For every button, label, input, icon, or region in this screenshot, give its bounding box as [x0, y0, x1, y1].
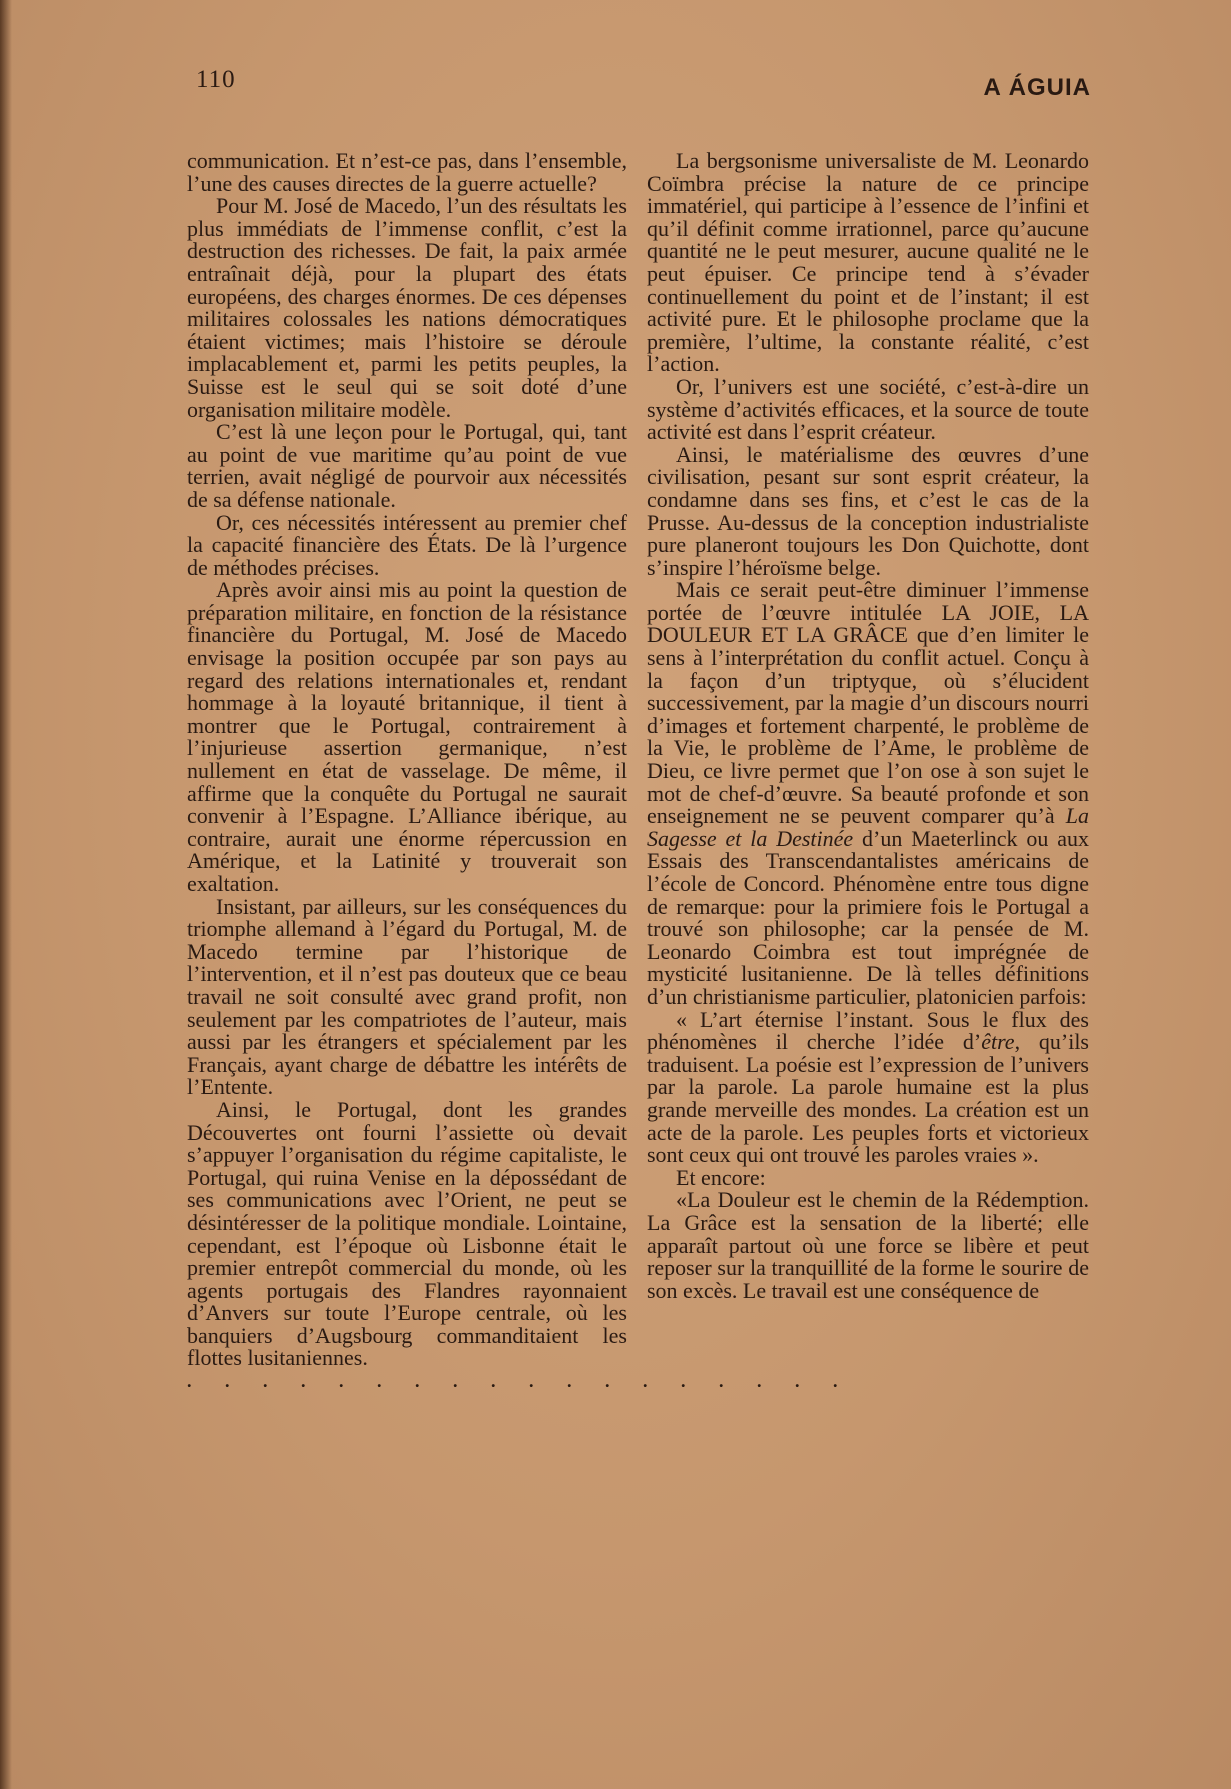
paragraph: Après avoir ainsi mis au point la question de préparation militaire, en fonction de la résistance financière du Portugal, M. José de Macedo envisage la position occupée par son pays au regard des relations internationales et, rendant hommage à la loyauté britannique, il tient à montrer que le Portugal, contrairement à l’injurieuse assertion germanique, n’est nullement en état de vasselage. De même, il affirme que la conquête du Portugal ne saurait convenir à l’Espagne. L’Alliance ibérique, au contraire, aurait une énorme répercussion en Amérique, et la Latinité y trouverait son exaltation.	[187, 577, 627, 896]
paragraph: Insistant, par ailleurs, sur les conséquences du triomphe allemand à l’égard du Portugal, M. de Macedo termine par l’historique de l’intervention, et il n’est pas douteux que ce beau travail ne soit consulté avec grand profit, non seulement par les compatriotes de l’auteur, mais aussi par les étrangers et spécialement par les Français, ayant charge de débattre les intérêts de l’Entente.	[187, 893, 627, 1100]
paragraph: Ainsi, le Portugal, dont les grandes Découvertes ont fourni l’assiette où devait s’appuyer l’organisation du régime capitaliste, le Portugal, qui ruina Venise en la dépossédant de ses communications avec l’Orient, ne peut se désintéresser de la politique mondiale. Lointaine, cependant, est l’époque où Lisbonne était le premier entrepôt commercial du monde, où les agents portugais des Flandres rayonnaient d’Anvers sur toute l’Europe centrale, où les banquiers d’Augsbourg commanditaient les flottes lusitaniennes.	[187, 1096, 627, 1371]
page-edge-shadow	[0, 0, 12, 1789]
text-run: « L’art éternise l’instant. Sous le flux des phénomènes il cherche l’idée d’	[647, 1006, 1089, 1055]
paragraph: Pour M. José de Macedo, l’un des résultats les plus immédiats de l’immense conflit, c’est la destruction des richesses. De fait, la paix armée entraînait déjà, pour la plupart des états européens, des charges énormes. De ces dépenses militaires colossales les nations démocratiques étaient victimes; mais l’histoire se déroule implacablement et, parmi les petits peuples, la Suisse est le seul qui se soit doté d’une organisation militaire modèle.	[187, 193, 627, 422]
book-title: La Sagesse et la Destinée	[647, 803, 1089, 851]
text-run: d’un Maeterlinck ou aux Essais des Transcendantalistes américains de l’école de Concord. Phénomène entre tous digne de remarque: pour la primiere fois le Portugal a trouvé son philosophe; car la pensée de M. Leonardo Coimbra est tout imprégnée de mysticité lusitanienne. De là telles définitions d’un christianisme particulier, platonicien parfois:	[647, 825, 1089, 1009]
quotation	[647, 1006, 1089, 1168]
text-run: , qu’ils traduisent. La poésie est l’expression de l’univers par la parole. La parole humaine est la plus grande merveille des mondes. La création est un acte de la parole. Les peuples forts et victorieux sont ceux qui ont trouvé les paroles vraies ».	[647, 1029, 1089, 1168]
right-column	[647, 150, 1089, 1302]
paragraph: C’est là une leçon pour le Portugal, qui, tant au point de vue maritime qu’au point de vue terrien, avait négligé de pourvoir aux nécessités de sa défense nationale.	[187, 419, 627, 512]
running-title: A ÁGUIA	[983, 74, 1091, 101]
page-number: 110	[196, 66, 236, 93]
paragraph: La bergsonisme universaliste de M. Leonardo Coïmbra précise la nature de ce principe immatériel, qui participe à l’essence de l’infini et qu’il définit comme irrationnel, parce qu’aucune quantité ne le peut mesurer, aucune qualité ne le peut épuiser. Ce principe tend à s’évader continuellement du point et de l’instant; il est activité pure. Et le philosophe proclame que la première, l’ultime, la constante réalité, c’est l’action.	[647, 148, 1089, 377]
paragraph: Ainsi, le matérialisme des œuvres d’une civilisation, pesant sur sont esprit créateur, la condamne dans ses fins, et c’est le cas de la Prusse. Au-dessus de la conception industrialiste pure planeront toujours les Don Quichotte, dont s’inspire l’héroïsme belge.	[647, 441, 1089, 580]
paragraph: Or, l’univers est une société, c’est-à-dire un système d’activités efficaces, et la source de toute activité est dans l’esprit créateur.	[647, 373, 1089, 445]
paragraph: Et encore:	[676, 1164, 766, 1190]
ellipsis-divider: . . . . . . . . . . . . . . . . . .	[187, 1371, 852, 1392]
paragraph	[647, 579, 1089, 1008]
italic-word: être	[981, 1029, 1015, 1055]
quotation: «La Douleur est le chemin de la Rédemption. La Grâce est la sensation de la liberté; elle apparaît partout où une force se libère et peut reposer sur la tranquillité de la forme le sourire de son excès. Le travail est une conséquence de	[647, 1187, 1089, 1303]
paragraph: communication. Et n’est-ce pas, dans l’ensemble, l’une des causes directes de la guerre actuelle?	[187, 148, 627, 196]
text-run: Mais ce serait peut-être diminuer l’immense portée de l’œuvre intitulée LA JOIE, LA DOULEUR ET LA GRÂCE que d’en limiter le sens à l’interprétation du conflit actuel. Conçu à la façon d’un triptyque, où s’élucident successivement, par la magie d’un discours nourri d’images et fortement charpenté, le problème de la Vie, le problème de l’Ame, le problème de Dieu, ce livre permet que l’on ose à son sujet le mot de chef-d’œuvre. Sa beauté profonde et son enseignement ne se peuvent comparer qu’à	[647, 577, 1089, 829]
paragraph: Or, ces nécessités intéressent au premier chef la capacité financière des États. De là l’urgence de méthodes précises.	[187, 509, 627, 580]
